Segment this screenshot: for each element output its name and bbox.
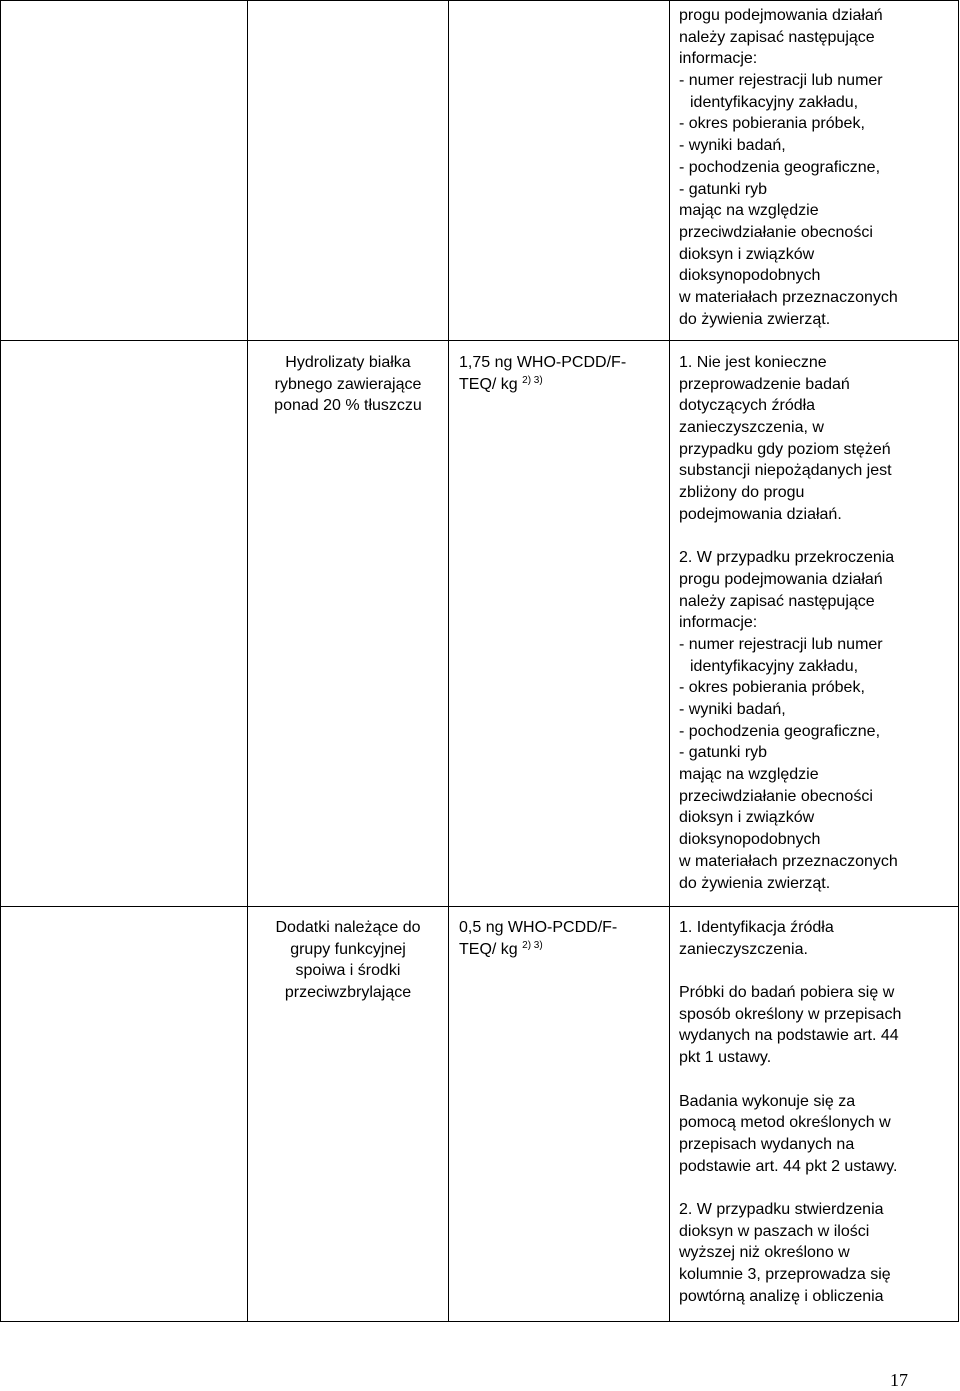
text-line: substancji niepożądanych jest xyxy=(679,462,892,480)
paragraph-gap xyxy=(679,1069,901,1091)
procedure-cell-row-1 xyxy=(679,352,898,894)
text-line: grupy funkcyjnej xyxy=(290,940,406,958)
limit-cell-row-2 xyxy=(459,917,617,960)
row-divider-2 xyxy=(0,906,959,907)
text-line: spoiwa i środki xyxy=(295,962,401,980)
text-line: - numer rejestracji lub numer xyxy=(679,635,883,653)
text-line: ponad 20 % tłuszczu xyxy=(274,397,422,415)
text-line: progu podejmowania działań xyxy=(679,7,883,24)
category-cell-row-1 xyxy=(248,352,448,417)
paragraph-gap xyxy=(679,526,898,548)
table-border-right xyxy=(958,0,959,1322)
text-line: - pochodzenia geograficzne, xyxy=(679,158,881,176)
procedure-block xyxy=(679,5,898,330)
limit-unit-line xyxy=(459,939,617,961)
footnote-refs: 2) 3) xyxy=(522,374,543,386)
text-line: - wyniki badań, xyxy=(679,701,786,718)
text-line: przepisach wydanych na xyxy=(679,1135,855,1153)
text-line: 1. Identyfikacja źródła xyxy=(679,919,834,936)
text-line: identyfikacyjny zakładu, xyxy=(690,93,859,111)
text-line: przeciwdziałanie obecności xyxy=(679,223,873,241)
text-line: zbliżony do progu xyxy=(679,484,805,502)
text-line: informacje: xyxy=(679,50,758,68)
limit-cell-row-1 xyxy=(459,352,626,395)
text-line: - okres pobierania próbek, xyxy=(679,115,865,133)
text-line: do żywienia zwierząt. xyxy=(679,874,831,892)
text-line: dioksyn i związków xyxy=(679,809,815,827)
text-line: należy zapisać następujące xyxy=(679,28,875,46)
text-line: przypadku gdy poziom stężeń xyxy=(679,440,891,458)
row-divider-1 xyxy=(0,340,959,341)
limit-value: 0,5 ng WHO-PCDD/F- xyxy=(459,919,618,936)
text-line: dioksynopodobnych xyxy=(679,267,821,285)
text-line: - numer rejestracji lub numer xyxy=(679,72,883,90)
text-line: przeciwdziałanie obecności xyxy=(679,787,873,805)
text-line: powtórną analizę i obliczenia xyxy=(679,1287,884,1305)
text-line: - gatunki ryb xyxy=(679,744,768,762)
procedure-block xyxy=(679,917,901,960)
procedure-block xyxy=(679,1199,901,1307)
procedure-cell-row-2 xyxy=(679,917,901,1307)
text-line: do żywienia zwierząt. xyxy=(679,310,831,328)
text-line: zanieczyszczenia, w xyxy=(679,419,824,437)
procedure-block xyxy=(679,1091,901,1178)
text-line: identyfikacyjny zakładu, xyxy=(690,657,859,675)
text-line: rybnego zawierające xyxy=(274,375,422,393)
text-line: w materiałach przeznaczonych xyxy=(679,288,898,306)
page-number: 17 xyxy=(890,1370,908,1390)
column-divider-2 xyxy=(448,0,449,1322)
limit-unit: TEQ/ kg xyxy=(459,940,518,958)
paragraph-gap xyxy=(679,1177,901,1199)
text-line: - gatunki ryb xyxy=(679,180,768,198)
text-line: Badania wykonuje się za xyxy=(679,1092,856,1110)
text-line: zanieczyszczenia. xyxy=(679,940,808,958)
text-line: dotyczących źródła xyxy=(679,397,816,415)
text-line: - pochodzenia geograficzne, xyxy=(679,722,881,740)
text-line: należy zapisać następujące xyxy=(679,592,875,610)
text-line: dioksyn i związków xyxy=(679,245,815,263)
text-line: sposób określony w przepisach xyxy=(679,1005,902,1023)
text-line: Próbki do badań pobiera się w xyxy=(679,984,895,1002)
text-line: pomocą metod określonych w xyxy=(679,1114,891,1132)
text-line: pkt 1 ustawy. xyxy=(679,1049,772,1067)
table-border-bottom xyxy=(0,1321,959,1322)
text-line: Dodatki należące do xyxy=(275,919,421,936)
text-line: kolumnie 3, przeprowadza się xyxy=(679,1266,891,1283)
footnote-refs: 2) 3) xyxy=(522,939,543,951)
procedure-cell-row-0 xyxy=(679,5,898,330)
text-line: mając na względzie xyxy=(679,202,819,220)
text-line: podejmowania działań. xyxy=(679,505,842,523)
text-line: - wyniki badań, xyxy=(679,137,786,155)
procedure-block xyxy=(679,982,901,1069)
text-line: podstawie art. 44 pkt 2 ustawy. xyxy=(679,1157,898,1175)
column-divider-1 xyxy=(247,0,248,1322)
limit-unit-line xyxy=(459,374,626,396)
text-line: informacje: xyxy=(679,614,758,632)
text-line: w materiałach przeznaczonych xyxy=(679,852,898,870)
text-line: mając na względzie xyxy=(679,766,819,784)
text-line: przeciwzbrylające xyxy=(284,984,412,1002)
text-line: 2. W przypadku przekroczenia xyxy=(679,549,895,567)
table-border-top xyxy=(0,0,959,1)
text-line: 2. W przypadku stwierdzenia xyxy=(679,1200,884,1218)
text-line: wydanych na podstawie art. 44 xyxy=(679,1027,899,1045)
table-border-left xyxy=(0,0,1,1322)
text-line: Hydrolizaty białka xyxy=(285,354,411,371)
paragraph-gap xyxy=(679,960,901,982)
text-line: - okres pobierania próbek, xyxy=(679,679,865,697)
limit-value: 1,75 ng WHO-PCDD/F- xyxy=(459,354,627,371)
procedure-block xyxy=(679,547,898,894)
text-line: wyższej niż określono w xyxy=(679,1244,850,1262)
limit-unit: TEQ/ kg xyxy=(459,375,518,393)
text-line: progu podejmowania działań xyxy=(679,570,883,588)
text-line: przeprowadzenie badań xyxy=(679,375,850,393)
text-line: dioksyn w paszach w ilości xyxy=(679,1222,870,1240)
column-divider-3 xyxy=(669,0,670,1322)
text-line: 1. Nie jest konieczne xyxy=(679,354,827,371)
procedure-block xyxy=(679,352,898,526)
category-cell-row-2 xyxy=(248,917,448,1004)
text-line: dioksynopodobnych xyxy=(679,831,821,849)
